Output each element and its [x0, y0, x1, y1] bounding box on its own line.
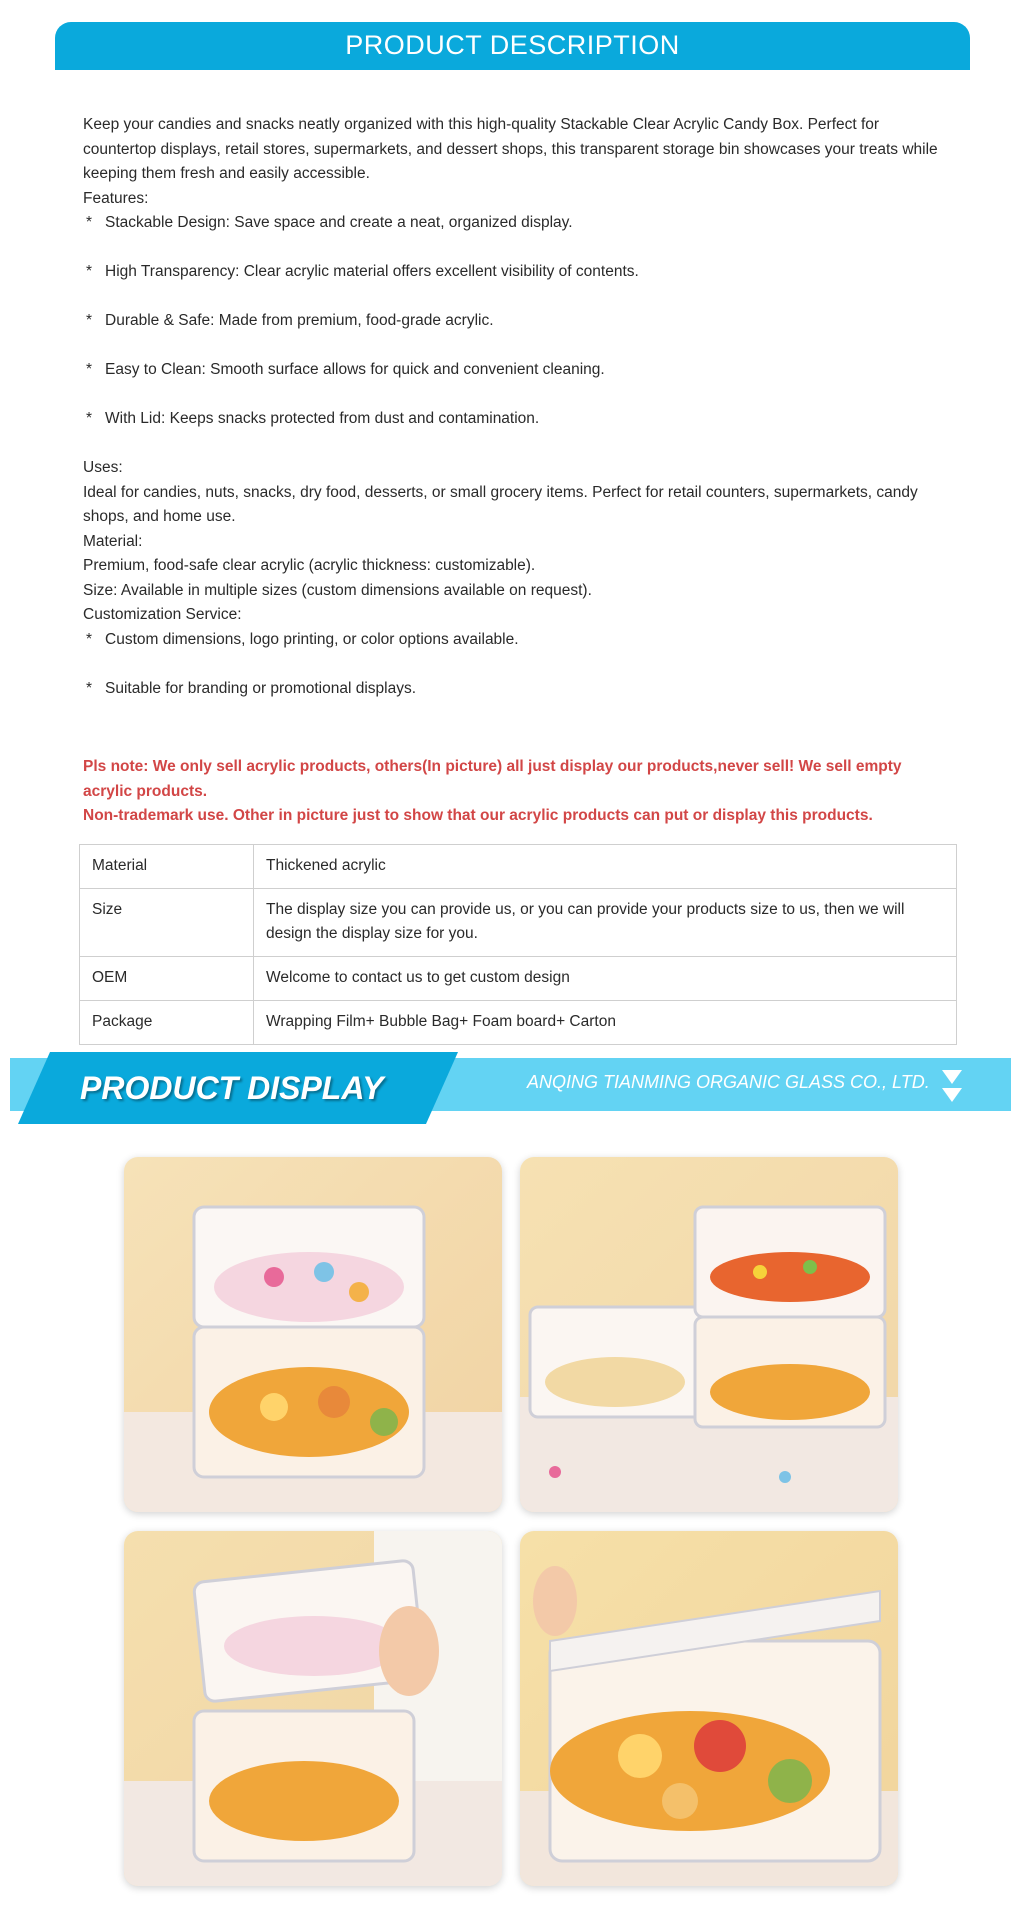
customization-heading: Customization Service:: [83, 606, 242, 623]
spec-value: Welcome to contact us to get custom design: [254, 957, 957, 1001]
bullet-icon: *: [86, 361, 93, 378]
stacked-candy-boxes-photo: [124, 1157, 502, 1512]
table-row: [80, 889, 957, 957]
feature-item: * With Lid: Keeps snacks protected from dust and contamination.: [83, 407, 953, 432]
feature-item: * Durable & Safe: Made from premium, food-grade acrylic.: [83, 309, 953, 334]
spec-key: OEM: [80, 957, 254, 1001]
spec-key: Material: [80, 845, 254, 889]
hand-holding-box-photo: [124, 1531, 502, 1886]
feature-item: * High Transparency: Clear acrylic material offers excellent visibility of contents.: [83, 260, 953, 285]
section-banner: [55, 22, 970, 70]
note-line-1: Pls note: We only sell acrylic products, others(In picture) all just display our products,never sell! We sell empty acrylic products.: [83, 758, 902, 800]
note-line-2: Non-trademark use. Other in picture just to show that our acrylic products can put or display this products.: [83, 807, 873, 824]
hand-opening-lid-photo: [520, 1531, 898, 1886]
feature-item: * Easy to Clean: Smooth surface allows for quick and convenient cleaning.: [83, 358, 953, 383]
bullet-icon: *: [86, 679, 93, 697]
disclaimer-note: [83, 755, 953, 829]
spec-key: Package: [80, 1001, 254, 1045]
spec-value: Thickened acrylic: [254, 845, 957, 889]
company-name: ANQING TIANMING ORGANIC GLASS CO., LTD.: [527, 1072, 930, 1092]
bullet-icon: *: [86, 263, 93, 280]
bullet-icon: *: [86, 312, 93, 329]
bullet-icon: *: [86, 410, 93, 427]
double-chevron-down-icon: [940, 1068, 964, 1108]
features-heading: Features:: [83, 189, 149, 207]
feature-item: * Stackable Design: Save space and create a neat, organized display.: [83, 211, 953, 236]
spec-key: Size: [80, 889, 254, 957]
product-description: [83, 113, 953, 726]
spec-value: Wrapping Film+ Bubble Bag+ Foam board+ Carton: [254, 1001, 957, 1045]
table-row: [80, 957, 957, 1001]
section-title: PRODUCT DESCRIPTION: [345, 30, 680, 60]
bullet-icon: *: [86, 630, 93, 648]
customization-item: * Suitable for branding or promotional displays.: [83, 677, 953, 702]
spec-table: [79, 844, 957, 1045]
table-row: [80, 845, 957, 889]
uses-heading: Uses:: [83, 459, 123, 476]
customization-item: * Custom dimensions, logo printing, or color options available.: [83, 628, 953, 653]
size-text: Size: Available in multiple sizes (custom dimensions available on request).: [83, 581, 592, 599]
material-heading: Material:: [83, 532, 143, 550]
spec-value: The display size you can provide us, or you can provide your products size to us, then we will design the display size for you.: [254, 889, 957, 957]
three-candy-boxes-photo: [520, 1157, 898, 1512]
table-row: [80, 1001, 957, 1045]
display-title: PRODUCT DISPLAY: [80, 1070, 384, 1106]
bullet-icon: *: [86, 214, 93, 231]
uses-text: Ideal for candies, nuts, snacks, dry food, desserts, or small grocery items. Perfect for retail counters, supermarkets, candy shops, and home use.: [83, 483, 918, 525]
intro-text: Keep your candies and snacks neatly organized with this high-quality Stackable Clear Acrylic Candy Box. Perfect for countertop displays, retail stores, supermarkets, and dessert shops, this transparent storage bin showcases your treats while keeping them fresh and easily accessible.: [83, 116, 938, 182]
material-text: Premium, food-safe clear acrylic (acrylic thickness: customizable).: [83, 557, 536, 574]
